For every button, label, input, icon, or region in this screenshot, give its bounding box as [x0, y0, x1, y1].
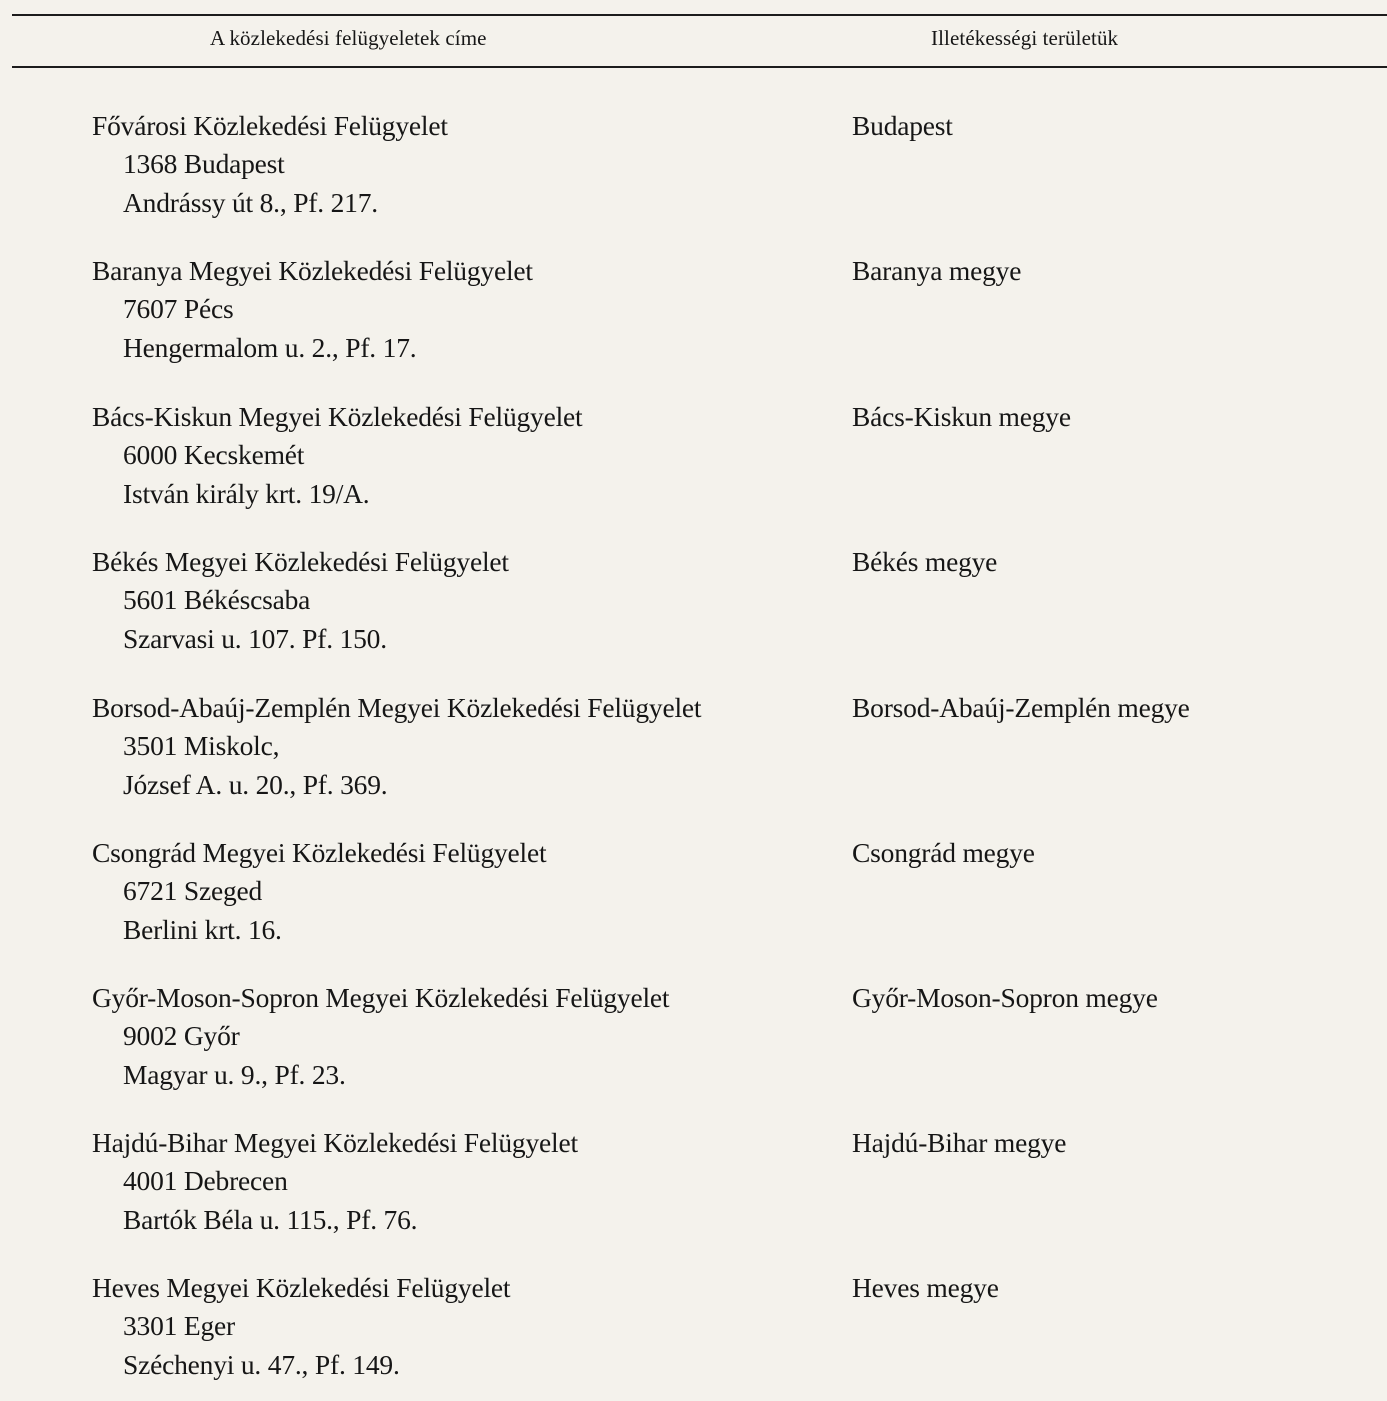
- authority-territory: Baranya megye: [852, 255, 1022, 286]
- authority-name: Csongrád Megyei Közlekedési Felügyelet: [92, 837, 547, 868]
- authority-territory: Győr-Moson-Sopron megye: [852, 982, 1158, 1013]
- authority-street: Magyar u. 9., Pf. 23.: [123, 1059, 346, 1090]
- authority-street: Andrássy út 8., Pf. 217.: [123, 187, 378, 218]
- authority-entry: [0, 981, 1387, 1113]
- authority-street: Széchenyi u. 47., Pf. 149.: [123, 1349, 400, 1380]
- authority-name: Heves Megyei Közlekedési Felügyelet: [92, 1272, 511, 1303]
- authority-street: Bartók Béla u. 115., Pf. 76.: [123, 1204, 418, 1235]
- column-header-territory: Illetékességi területük: [931, 26, 1119, 50]
- authority-city: 3301 Eger: [123, 1310, 235, 1341]
- authority-city: 4001 Debrecen: [123, 1165, 288, 1196]
- authority-street: Hengermalom u. 2., Pf. 17.: [123, 332, 417, 363]
- authority-name: Bács-Kiskun Megyei Közlekedési Felügyelet: [92, 401, 583, 432]
- authority-street: Szarvasi u. 107. Pf. 150.: [123, 623, 387, 654]
- authority-name: Fővárosi Közlekedési Felügyelet: [92, 110, 448, 141]
- authority-city: 6721 Szeged: [123, 875, 263, 906]
- authority-name: Borsod-Abaúj-Zemplén Megyei Közlekedési Felügyelet: [92, 692, 702, 723]
- authority-entry: [0, 254, 1387, 386]
- authority-city: 9002 Győr: [123, 1020, 240, 1051]
- authority-name: Baranya Megyei Közlekedési Felügyelet: [92, 255, 533, 286]
- authority-entry: [0, 545, 1387, 677]
- authority-entry: [0, 1271, 1387, 1401]
- authority-city: 1368 Budapest: [123, 148, 285, 179]
- authority-territory: Budapest: [852, 110, 953, 141]
- column-header-addresses: A közlekedési felügyeletek címe: [210, 26, 487, 50]
- authority-street: István király krt. 19/A.: [123, 478, 370, 509]
- authority-city: 3501 Miskolc,: [123, 730, 280, 761]
- authority-name: Győr-Moson-Sopron Megyei Közlekedési Felügyelet: [92, 982, 670, 1013]
- authority-entry: [0, 400, 1387, 532]
- authority-city: 6000 Kecskemét: [123, 439, 305, 470]
- authority-entry: [0, 1126, 1387, 1258]
- authority-entry: [0, 836, 1387, 968]
- authority-street: Berlini krt. 16.: [123, 914, 282, 945]
- authority-entry: [0, 109, 1387, 241]
- authority-territory: Borsod-Abaúj-Zemplén megye: [852, 692, 1190, 723]
- authority-territory: Békés megye: [852, 546, 998, 577]
- authority-street: József A. u. 20., Pf. 369.: [123, 769, 388, 800]
- authority-territory: Bács-Kiskun megye: [852, 401, 1071, 432]
- authority-name: Hajdú-Bihar Megyei Közlekedési Felügyelet: [92, 1127, 578, 1158]
- authority-territory: Csongrád megye: [852, 837, 1035, 868]
- authority-city: 7607 Pécs: [123, 293, 234, 324]
- authority-name: Békés Megyei Közlekedési Felügyelet: [92, 546, 509, 577]
- authority-territory: Heves megye: [852, 1272, 999, 1303]
- authority-city: 5601 Békéscsaba: [123, 584, 311, 615]
- authority-entry: [0, 691, 1387, 823]
- authority-territory: Hajdú-Bihar megye: [852, 1127, 1067, 1158]
